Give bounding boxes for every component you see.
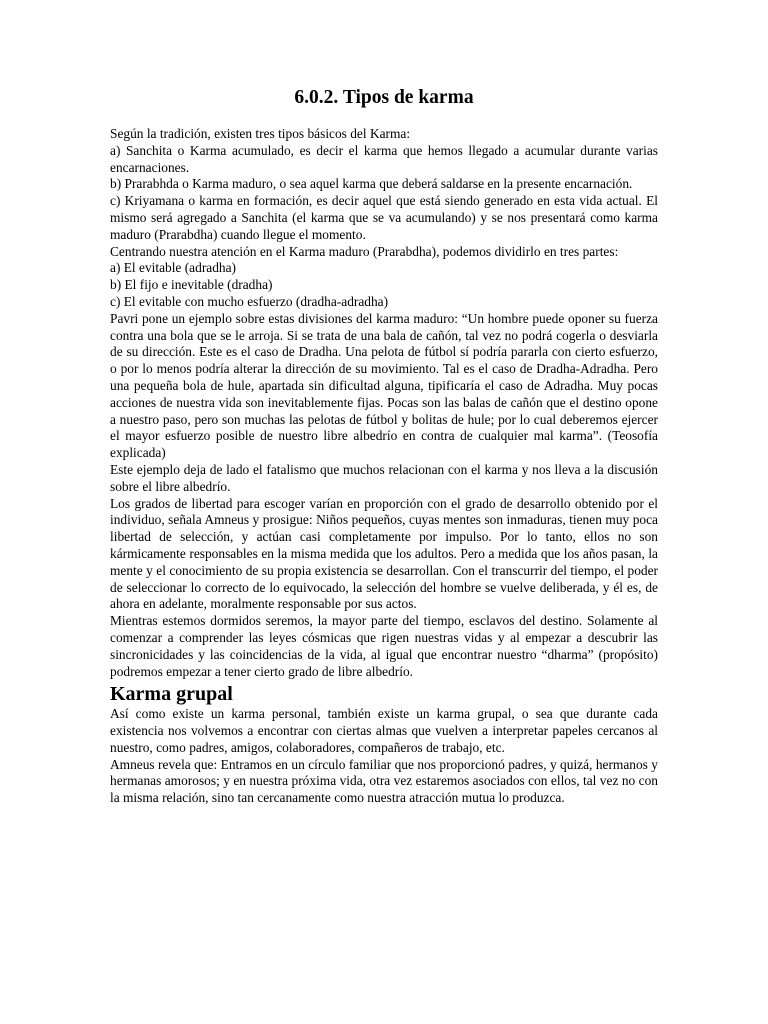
paragraph: Mientras estemos dormidos seremos, la mayor parte del tiempo, esclavos del destino. Solamente al comenzar a comprender las leyes cósmicas que rigen nuestras vidas y al empezar a descubrir las sincronicidades y las coincidencias de la vida, al igual que encontrar nuestro “dharma” (propósito) podremos empezar a tener cierto grado de libre albedrío.: [110, 613, 658, 679]
paragraph: Amneus revela que: Entramos en un círculo familiar que nos proporcionó padres, y quizá, hermanos y hermanas amorosos; y en nuestra próxima vida, otra vez estaremos asociados con ellos, tal vez no con la misma relación, sino tan cercanamente como nuestra atracción mutua lo produzca.: [110, 756, 658, 806]
section-title: 6.0.2. Tipos de karma: [294, 87, 474, 108]
paragraph: Los grados de libertad para escoger varían en proporción con el grado de desarrollo obtenido por el individuo, señala Amneus y prosigue: Niños pequeños, cuyas mentes son inmaduras, tienen muy poca libertad de selección, y actúan casi completamente por impulso. Por lo tanto, ellos no son kármicamente responsables en la misma medida que los adultos. Pero a medida que los años pasan, la mente y el conocimiento de su propia existencia se desarrollan. Con el transcurrir del tiempo, el poder de seleccionar lo correcto de lo equivocado, la selección del hombre se vuelve deliberada, y él es, de ahora en adelante, moralmente responsable por sus actos.: [110, 495, 658, 612]
list-item: c) El evitable con mucho esfuerzo (dradha-adradha): [110, 293, 389, 309]
paragraph: Así como existe un karma personal, también existe un karma grupal, o sea que durante cada existencia nos volvemos a encontrar con ciertas almas que vuelven a interpretar papeles cercanos al nuestro, como padres, amigos, colaboradores, compañeros de trabajo, etc.: [110, 706, 658, 755]
section-body: [110, 126, 658, 680]
paragraph: Pavri pone un ejemplo sobre estas divisiones del karma maduro: “Un hombre puede oponer su fuerza contra una bola que se le arroja. Si se trata de una bala de cañón, tal vez no podrá cogerla o desviarla de su dirección. Este es el caso de Dradha. Una pelota de fútbol sí podría pararla con cierto esfuerzo, o por lo menos podría alterar la dirección de su movimiento. Tal es el caso de Dradha-Adradha. Pero una pequeña bola de hule, apartada sin dificultad alguna, tipificaría el caso de Adradha. Muy pocas acciones de nuestra vida son inevitablemente fijas. Pocas son las balas de cañón que el destino opone a nuestro paso, pero son muchas las pelotas de fútbol y bolitas de hule; por lo cual deberemos ejercer el mayor esfuerzo posible de nuestro libre albedrío en contra de cualquier mal karma”. (Teosofía explicada): [110, 310, 658, 461]
paragraph: b) Prarabhda o Karma maduro, o sea aquel karma que deberá saldarse en la presente encarnación.: [110, 176, 633, 192]
list-item: a) El evitable (adradha): [110, 260, 237, 276]
subsection-heading: Karma grupal: [110, 683, 233, 706]
paragraph: Centrando nuestra atención en el Karma maduro (Prarabdha), podemos dividirlo en tres partes:: [110, 243, 619, 259]
document-page: [110, 86, 658, 807]
paragraph: Este ejemplo deja de lado el fatalismo que muchos relacionan con el karma y nos lleva a la discusión sobre el libre albedrío.: [110, 461, 658, 494]
list-item: b) El fijo e inevitable (dradha): [110, 277, 273, 293]
paragraph: a) Sanchita o Karma acumulado, es decir el karma que hemos llegado a acumular durante varias encarnaciones.: [110, 142, 658, 175]
subsection-body: [110, 706, 658, 807]
paragraph: Según la tradición, existen tres tipos básicos del Karma:: [110, 126, 411, 141]
paragraph: c) Kriyamana o karma en formación, es decir aquel que está siendo generado en esta vida actual. El mismo será agregado a Sanchita (el karma que se va acumulando) y se nos presentará como karma maduro (Prarabdha) cuando llegue el momento.: [110, 193, 658, 242]
